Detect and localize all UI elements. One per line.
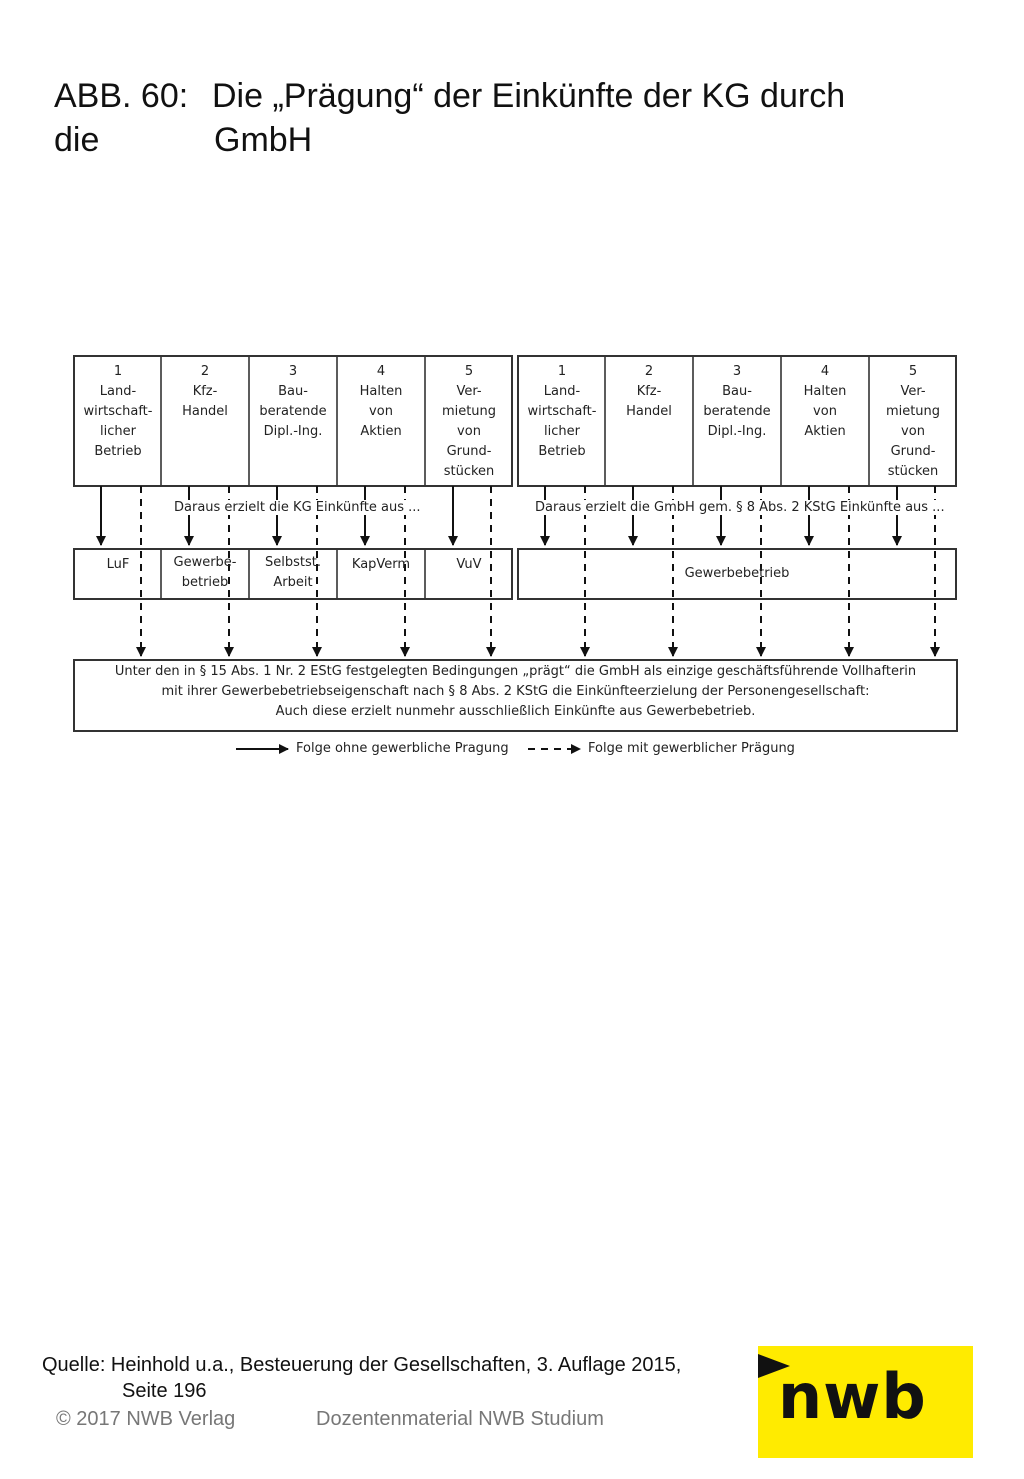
activity-line: von — [457, 424, 481, 439]
activity-line: Grund- — [890, 444, 936, 459]
kg-income-kapverm — [337, 549, 425, 599]
footer-material: Dozentenmaterial NWB Studium — [316, 1408, 604, 1430]
conclusion-line: Unter den in § 15 Abs. 1 Nr. 2 EStG festgelegten Bedingungen „prägt“ die GmbH als einzige geschäftsführende Vollhafterin — [114, 664, 917, 679]
activity-number: 2 — [200, 364, 210, 379]
activity-number: 1 — [557, 364, 567, 379]
kg-income-luf — [74, 549, 162, 599]
income-line: betrieb — [181, 575, 229, 590]
conclusion-line: mit ihrer Gewerbebetriebseigenschaft nach § 8 Abs. 2 KStG die Einkünfteerzielung der Personengesellschaft: — [161, 684, 870, 699]
activity-number: 1 — [113, 364, 123, 379]
activity-line: Aktien — [360, 424, 402, 439]
footer-copyright: © 2017 NWB Verlag — [56, 1408, 236, 1430]
source-citation — [42, 1352, 681, 1404]
gmbh-activity-5 — [869, 356, 957, 486]
gmbh-activity-2 — [605, 356, 693, 486]
activity-line: von — [369, 404, 393, 419]
gmbh-activity-3 — [693, 356, 781, 486]
income-line: Gewerbe- — [173, 555, 237, 570]
gmbh-activity-4 — [781, 356, 869, 486]
activity-line: Aktien — [804, 424, 846, 439]
source-line-2: Seite 196 — [122, 1380, 207, 1402]
activity-number: 2 — [644, 364, 654, 379]
kg-income-vuv — [425, 549, 513, 599]
activity-line: mietung — [885, 404, 941, 419]
activity-line: beratende — [259, 404, 327, 419]
activity-line: wirtschaft- — [83, 404, 153, 419]
kg-activity-2 — [161, 356, 249, 486]
activity-line: Betrieb — [94, 444, 142, 459]
activity-line: stücken — [887, 464, 939, 479]
activity-line: Dipl.-Ing. — [263, 424, 323, 439]
legend-solid-label: Folge ohne gewerbliche Pragung — [296, 741, 509, 756]
activity-line: Handel — [626, 404, 672, 419]
activity-number: 4 — [820, 364, 830, 379]
conclusion-text — [74, 662, 957, 722]
logo-pointer-icon — [758, 1354, 790, 1378]
source-line-1: Quelle: Heinhold u.a., Besteuerung der Gesellschaften, 3. Auflage 2015, — [42, 1354, 682, 1376]
activity-line: Grund- — [446, 444, 492, 459]
activity-line: Bau- — [722, 384, 752, 399]
kg-activity-4 — [337, 356, 425, 486]
kg-activity-3 — [249, 356, 337, 486]
activity-line: Land- — [99, 384, 137, 399]
conclusion-line: Auch diese erzielt nunmehr ausschließlich Einkünfte aus Gewerbebetrieb. — [275, 704, 756, 719]
activity-line: Kfz- — [636, 384, 662, 399]
kg-activity-5 — [425, 356, 513, 486]
kg-caption: Daraus erzielt die KG Einkünfte aus ... — [170, 500, 425, 515]
activity-line: Halten — [359, 384, 403, 399]
kg-income-selbststaendige-arbeit — [249, 549, 337, 599]
nwb-logo — [758, 1346, 973, 1458]
activity-line: beratende — [703, 404, 771, 419]
activity-line: Bau- — [278, 384, 308, 399]
kg-income-gewerbebetrieb — [161, 549, 249, 599]
activity-line: stücken — [443, 464, 495, 479]
income-line: Arbeit — [273, 575, 313, 590]
logo-text: nwb — [778, 1360, 927, 1433]
activity-line: licher — [544, 424, 580, 439]
activity-line: Halten — [803, 384, 847, 399]
income-line: Selbstst. — [265, 555, 321, 570]
activity-line: Ver- — [456, 384, 482, 399]
gmbh-income-gewerbebetrieb: Gewerbebetrieb — [684, 566, 790, 581]
legend-dashed-label: Folge mit gewerblicher Prägung — [588, 741, 795, 756]
activity-line: Land- — [543, 384, 581, 399]
activity-number: 4 — [376, 364, 386, 379]
activity-line: Handel — [182, 404, 228, 419]
activity-number: 5 — [908, 364, 918, 379]
activity-number: 3 — [732, 364, 742, 379]
activity-number: 5 — [464, 364, 474, 379]
gmbh-caption: Daraus erzielt die GmbH gem. § 8 Abs. 2 KStG Einkünfte aus ... — [531, 500, 949, 515]
income-line: LuF — [106, 557, 130, 572]
activity-line: von — [901, 424, 925, 439]
activity-line: licher — [100, 424, 136, 439]
title-line-1: Die „Prägung“ der Einkünfte der KG durch — [212, 77, 846, 115]
activity-line: von — [813, 404, 837, 419]
gmbh-activity-1 — [518, 356, 606, 486]
activity-number: 3 — [288, 364, 298, 379]
activity-line: Betrieb — [538, 444, 586, 459]
activity-line: wirtschaft- — [527, 404, 597, 419]
activity-line: Kfz- — [192, 384, 218, 399]
activity-line: mietung — [441, 404, 497, 419]
kg-activity-1 — [74, 356, 162, 486]
income-line: KapVerm — [351, 557, 411, 572]
title-prefix: ABB. 60: — [54, 77, 189, 115]
activity-line: Dipl.-Ing. — [707, 424, 767, 439]
title-prefix-2: die — [54, 121, 100, 159]
income-line: VuV — [456, 557, 482, 572]
activity-line: Ver- — [900, 384, 926, 399]
title-line-2: GmbH — [214, 121, 313, 159]
